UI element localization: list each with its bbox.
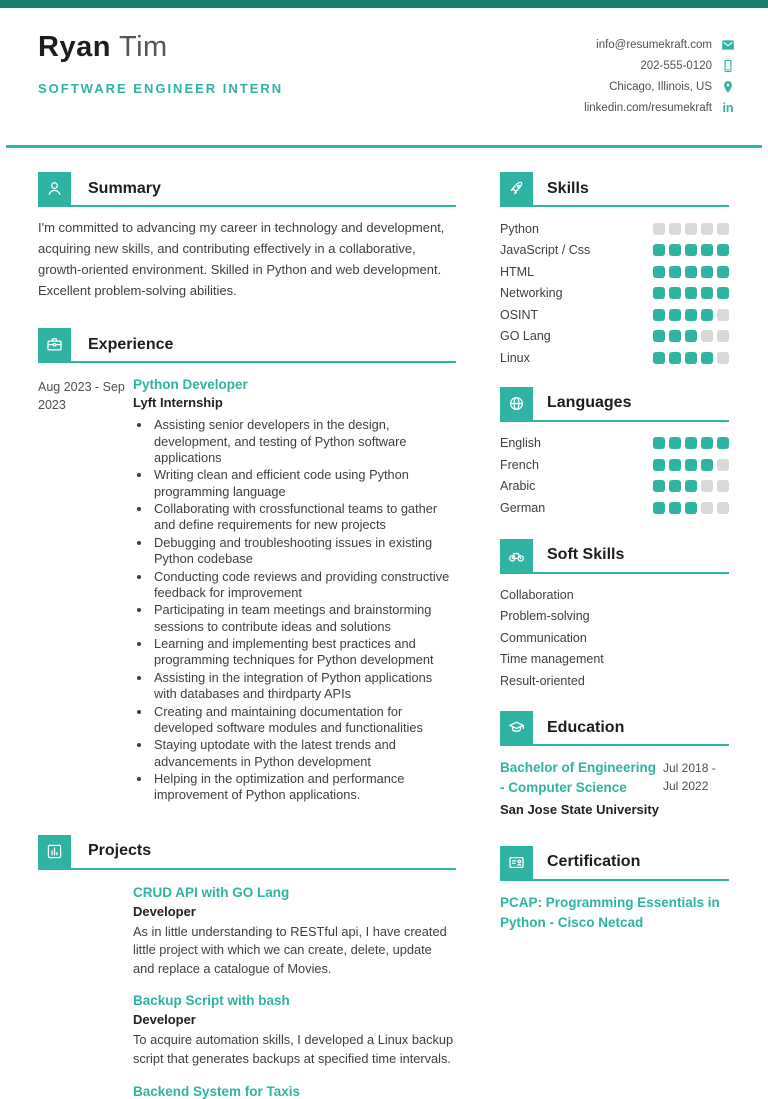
level-square-filled	[653, 266, 665, 278]
project-title: CRUD API with GO Lang	[133, 884, 290, 900]
section-skills	[500, 172, 729, 369]
level-square-empty	[701, 223, 713, 235]
projects-header	[38, 835, 456, 870]
rated-item-row	[500, 497, 729, 519]
contact-info	[584, 38, 735, 115]
level-square-filled	[685, 480, 697, 492]
level-square-filled	[685, 309, 697, 321]
level-square-filled	[701, 352, 713, 364]
rated-item-row	[500, 304, 729, 326]
level-square-filled	[669, 287, 681, 299]
level-square-empty	[717, 459, 729, 471]
level-square-filled	[669, 244, 681, 256]
summary-text: I'm committed to advancing my career in technology and development, acquiring new skills, and contributing effectively in a collaborative, growth-oriented environment. Skilled in Python and web development. Excellent problem-solving abilities.	[38, 220, 445, 299]
level-square-empty	[717, 223, 729, 235]
level-square-filled	[685, 459, 697, 471]
certification-header	[500, 846, 729, 881]
level-square-filled	[685, 437, 697, 449]
soft-skill-item: Communication	[500, 630, 587, 645]
certification-title: Certification	[547, 853, 641, 870]
experience-entry	[38, 377, 456, 805]
level-square-empty	[701, 502, 713, 514]
job-dates: Aug 2023 - Sep 2023	[38, 380, 125, 413]
level-square-filled	[653, 287, 665, 299]
level-squares	[653, 437, 729, 449]
level-square-filled	[653, 502, 665, 514]
level-square-filled	[701, 287, 713, 299]
languages-title: Languages	[547, 394, 632, 411]
job-bullet: • Participating in team meetings and brainstorming sessions to contribute ideas and solutions	[152, 602, 456, 635]
education-school: San Jose State University	[500, 801, 659, 817]
level-squares	[653, 309, 729, 321]
contact-email	[584, 38, 735, 52]
job-bullet: • Conducting code reviews and providing constructive feedback for improvement	[152, 569, 456, 602]
level-square-empty	[701, 330, 713, 342]
skills-header	[500, 172, 729, 207]
right-column	[500, 172, 729, 934]
level-square-empty	[653, 223, 665, 235]
level-square-filled	[701, 244, 713, 256]
section-soft-skills	[500, 539, 729, 693]
rated-item-label: OSINT	[500, 307, 539, 322]
level-squares	[653, 223, 729, 235]
level-square-filled	[653, 459, 665, 471]
rated-item-row	[500, 476, 729, 498]
job-bullet: • Debugging and troubleshooting issues in existing Python codebase	[152, 535, 456, 568]
level-square-filled	[685, 266, 697, 278]
project-description: As in little understanding to RESTful api, I have created little project with which we can create, delete, update and replace a catalogue of Movies.	[133, 923, 447, 976]
briefcase-icon	[38, 328, 71, 361]
location-icon	[721, 80, 735, 94]
summary-header	[38, 172, 456, 207]
section-languages	[500, 387, 729, 519]
contact-phone-text: 202-555-0120	[640, 60, 712, 72]
level-squares	[653, 352, 729, 364]
education-header	[500, 711, 729, 746]
level-squares	[653, 266, 729, 278]
first-name: Ryan	[38, 31, 111, 63]
level-square-filled	[717, 287, 729, 299]
job-bullet: • Writing clean and efficient code using Python programming language	[152, 467, 456, 500]
project-item	[133, 1084, 456, 1099]
project-item	[133, 885, 456, 979]
level-square-filled	[717, 244, 729, 256]
section-summary	[38, 172, 456, 301]
summary-title: Summary	[88, 179, 161, 197]
project-role: Developer	[133, 903, 196, 919]
level-square-filled	[701, 309, 713, 321]
level-square-filled	[685, 287, 697, 299]
graduation-cap-icon	[500, 711, 533, 744]
rated-item-label: French	[500, 457, 539, 472]
rated-item-row	[500, 218, 729, 240]
rated-item-label: Networking	[500, 286, 563, 301]
rated-item-label: Linux	[500, 350, 530, 365]
education-title: Education	[547, 718, 625, 736]
person-icon	[38, 172, 71, 205]
left-column	[38, 172, 456, 1099]
level-square-filled	[669, 480, 681, 492]
project-list	[133, 885, 456, 1099]
level-squares	[653, 459, 729, 471]
bar-chart-icon	[38, 835, 71, 868]
languages-list	[500, 433, 729, 519]
soft-skill-item: Collaboration	[500, 587, 574, 602]
projects-title: Projects	[88, 842, 152, 860]
contact-location	[584, 80, 735, 94]
rated-item-row	[500, 240, 729, 262]
certification-name: PCAP: Programming Essentials in Python - Cisco Netcad	[500, 894, 720, 931]
level-squares	[653, 244, 729, 256]
level-square-empty	[685, 223, 697, 235]
contact-linkedin	[584, 101, 735, 115]
header-divider	[6, 145, 762, 148]
soft-skills-title: Soft Skills	[547, 546, 625, 563]
experience-title: Experience	[88, 335, 174, 353]
level-square-filled	[685, 244, 697, 256]
globe-icon	[500, 387, 533, 420]
job-title: Python Developer	[133, 377, 248, 393]
job-bullet: • Collaborating with crossfunctional teams to gather and define requirements for new projects	[152, 501, 456, 534]
contact-linkedin-text: linkedin.com/resumekraft	[584, 102, 712, 114]
rocket-icon	[500, 172, 533, 205]
section-education	[500, 711, 729, 817]
level-square-filled	[669, 309, 681, 321]
level-square-filled	[653, 330, 665, 342]
bicycle-icon	[500, 539, 533, 572]
certificate-icon	[500, 846, 533, 879]
phone-icon	[721, 59, 735, 73]
job-details	[133, 377, 456, 805]
rated-item-row	[500, 454, 729, 476]
level-square-filled	[717, 437, 729, 449]
level-squares	[653, 480, 729, 492]
rated-item-row	[500, 347, 729, 369]
level-square-empty	[717, 352, 729, 364]
section-experience	[38, 328, 456, 805]
rated-item-label: English	[500, 436, 541, 451]
level-square-empty	[717, 502, 729, 514]
level-squares	[653, 330, 729, 342]
last-name: Tim	[118, 31, 168, 63]
rated-item-row	[500, 261, 729, 283]
level-square-filled	[669, 330, 681, 342]
languages-header	[500, 387, 729, 422]
education-dates: Jul 2018 - Jul 2022	[663, 761, 716, 793]
section-certification	[500, 846, 729, 935]
project-description: To acquire automation skills, I developed a Linux backup script that generates backups at specified time intervals.	[133, 1032, 454, 1066]
level-square-empty	[701, 480, 713, 492]
level-squares	[653, 502, 729, 514]
rated-item-label: GO Lang	[500, 329, 551, 344]
education-entry	[500, 758, 729, 817]
job-bullet-list	[133, 417, 456, 804]
rated-item-row	[500, 433, 729, 455]
level-square-filled	[669, 502, 681, 514]
rated-item-label: Arabic	[500, 479, 536, 494]
skills-title: Skills	[547, 179, 589, 197]
experience-header	[38, 328, 456, 363]
education-degree: Bachelor of Engineering - Computer Science	[500, 760, 657, 796]
job-bullet: • Assisting in the integration of Python applications with databases and thirdparty APIs	[152, 670, 456, 703]
linkedin-icon: in	[722, 101, 734, 115]
level-square-filled	[653, 309, 665, 321]
level-square-empty	[717, 309, 729, 321]
contact-location-text: Chicago, Illinois, US	[609, 81, 712, 93]
project-title: Backend System for Taxis	[133, 1083, 301, 1099]
job-bullet: • Staying uptodate with the latest trends and advancements in Python development	[152, 737, 456, 770]
soft-skill-item: Time management	[500, 652, 604, 666]
top-accent-bar	[0, 0, 768, 8]
rated-item-row	[500, 283, 729, 305]
level-square-empty	[717, 330, 729, 342]
level-square-filled	[653, 244, 665, 256]
rated-item-label: JavaScript / Css	[500, 243, 591, 258]
rated-item-label: HTML	[500, 264, 535, 279]
candidate-name	[38, 31, 168, 64]
level-square-filled	[701, 459, 713, 471]
skills-list	[500, 218, 729, 369]
level-square-filled	[669, 266, 681, 278]
level-square-filled	[701, 266, 713, 278]
education-degree-row	[500, 758, 729, 799]
job-bullet: • Assisting senior developers in the design, development, and testing of Python software applications	[152, 417, 456, 466]
contact-email-text: info@resumekraft.com	[596, 39, 712, 51]
job-bullet: • Helping in the optimization and performance improvement of Python applications.	[152, 771, 456, 804]
soft-skill-item: Problem-solving	[500, 609, 590, 623]
level-square-filled	[669, 352, 681, 364]
soft-skill-item: Result-oriented	[500, 673, 585, 688]
job-role-title: SOFTWARE ENGINEER INTERN	[38, 81, 284, 96]
rated-item-label: Python	[500, 221, 539, 236]
section-projects	[38, 835, 456, 1099]
level-square-filled	[685, 330, 697, 342]
level-square-filled	[685, 502, 697, 514]
contact-phone	[584, 59, 735, 73]
job-company: Lyft Internship	[133, 395, 223, 411]
rated-item-label: German	[500, 500, 546, 515]
project-item	[133, 993, 456, 1068]
level-square-filled	[669, 459, 681, 471]
level-square-filled	[701, 437, 713, 449]
level-square-empty	[717, 480, 729, 492]
level-square-filled	[685, 352, 697, 364]
level-square-filled	[717, 266, 729, 278]
project-role: Developer	[133, 1012, 196, 1028]
soft-skills-header	[500, 539, 729, 574]
level-square-filled	[669, 437, 681, 449]
project-title: Backup Script with bash	[133, 993, 290, 1009]
email-icon	[721, 38, 735, 52]
level-square-filled	[653, 437, 665, 449]
level-square-empty	[669, 223, 681, 235]
level-squares	[653, 287, 729, 299]
job-bullet: • Creating and maintaining documentation for developed software modules and functionalities	[152, 704, 456, 737]
level-square-filled	[653, 480, 665, 492]
rated-item-row	[500, 326, 729, 348]
soft-skills-list	[500, 585, 729, 693]
job-bullet: • Learning and implementing best practices and programming techniques for Python development	[152, 636, 456, 669]
level-square-filled	[653, 352, 665, 364]
